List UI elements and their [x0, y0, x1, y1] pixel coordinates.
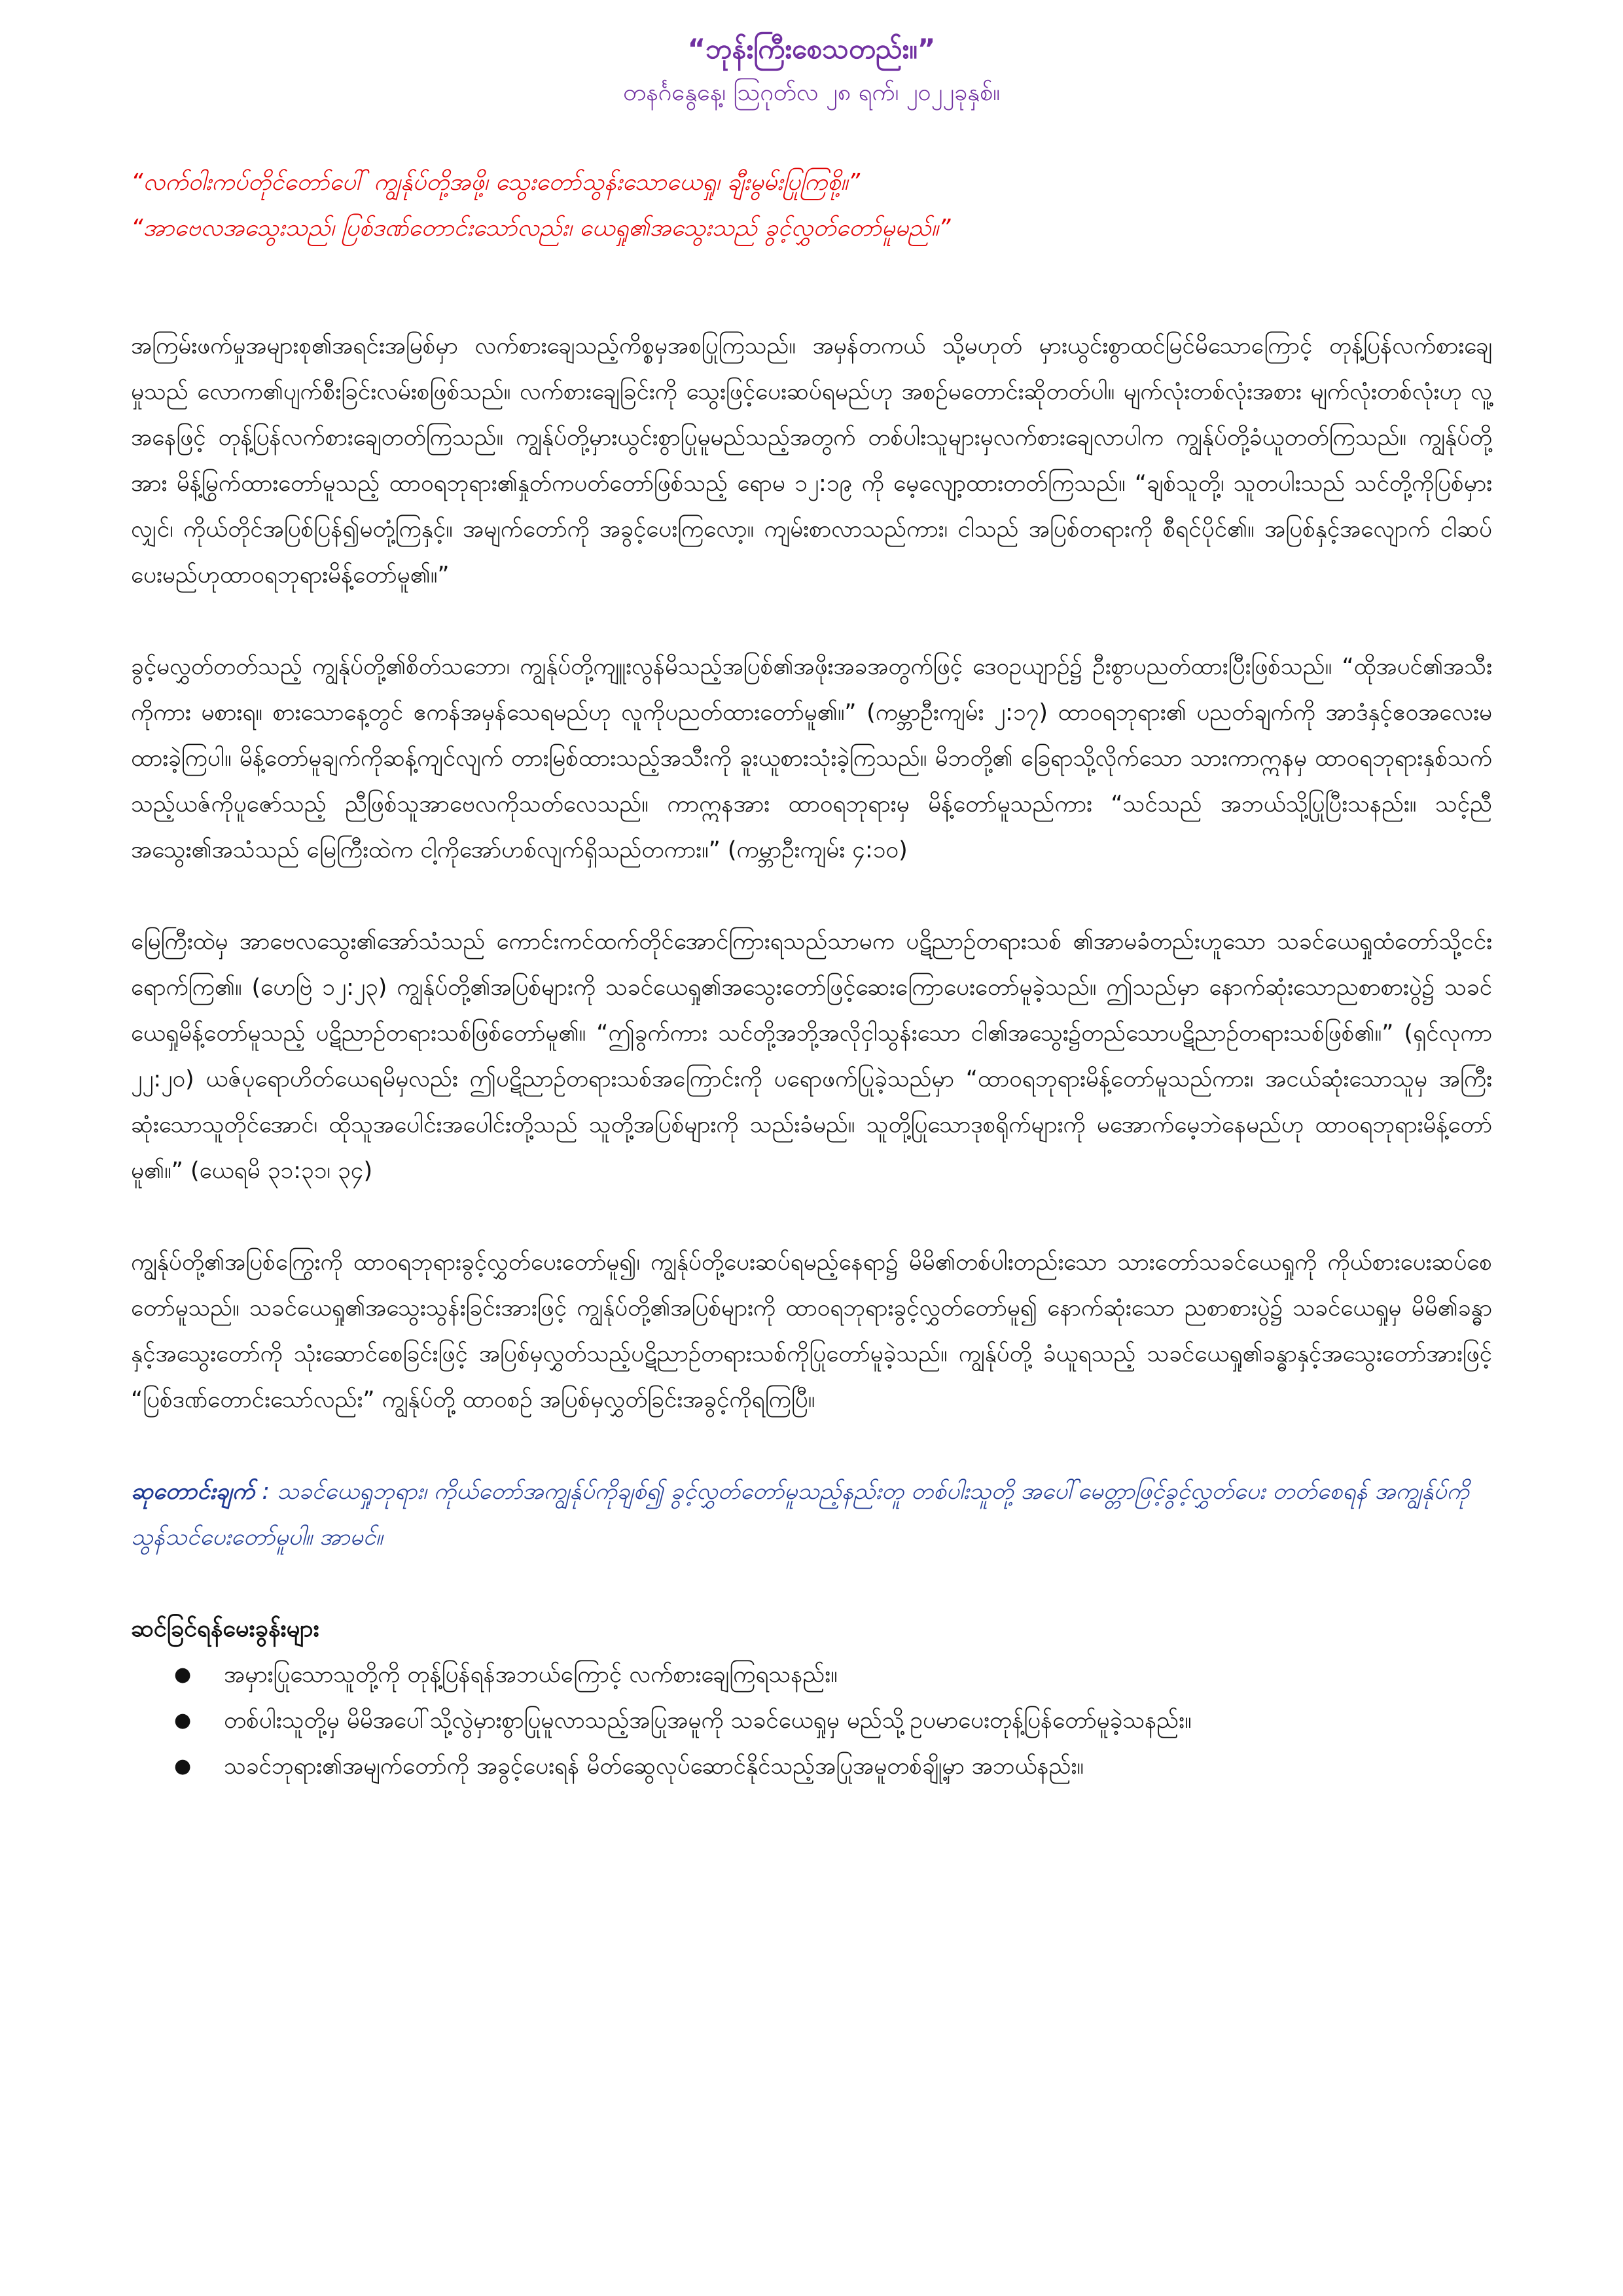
reflection-questions	[131, 1606, 1492, 1789]
bullet-icon: ●	[174, 1755, 192, 1778]
document-date: တနင်္ဂနွေနေ့၊ ဩဂုတ်လ ၂၈ ရက်၊ ၂၀၂၂ခုနှစ်။	[622, 79, 1001, 106]
question-item	[131, 1652, 1492, 1698]
body-paragraph-1: အကြမ်းဖက်မှုအများစု၏အရင်းအမြစ်မှာ လက်စားချေသည့်ကိစ္စမှအစပြုကြသည်။ အမှန်တကယ် သို့မဟုတ် မှားယွင်းစွာထင်မြင်မိသောကြောင့် တုန့်ပြန်လက်စားချေမှုသည် လောက၏ပျက်စီးခြင်းလမ်းစဖြစ်သည်။ လက်စားချေခြင်းကို သွေးဖြင့်ပေးဆပ်ရမည်ဟု အစဉ်မတောင်းဆိုတတ်ပါ။ မျက်လုံးတစ်လုံးအစား မျက်လုံးတစ်လုံးဟု လူ့အနေဖြင့် တုန့်ပြန်လက်စားချေတတ်ကြသည်။ ကျွန်ုပ်တို့မှားယွင်းစွာပြုမူမည်သည့်အတွက် တစ်ပါးသူများမှလက်စားချေလာပါက ကျွန်ုပ်တို့ခံယူတတ်ကြသည်။ ကျွန်ုပ်တို့အား မိန့်မြွက်ထားတော်မူသည့် ထာဝရဘုရား၏နှုတ်ကပတ်တော်ဖြစ်သည့် ရောမ ၁၂:၁၉ ကို မေ့လျော့ထားတတ်ကြသည်။ “ချစ်သူတို့၊ သူတပါးသည် သင်တို့ကိုပြစ်မှားလျှင်၊ ကိုယ်တိုင်အပြစ်ပြန်၍မတုံ့ကြနှင့်။ အမျက်တော်ကို အခွင့်ပေးကြလော့။ ကျမ်းစာလာသည်ကား၊ ငါသည် အပြစ်တရားကို စီရင်ပိုင်၏။ အပြစ်နှင့်အလျောက် ငါဆပ်ပေးမည်ဟုထာဝရဘုရားမိန့်တော်မူ၏။”	[131, 333, 1492, 588]
body-paragraph-2: ခွင့်မလွှတ်တတ်သည့် ကျွန်ုပ်တို့၏စိတ်သဘော၊ ကျွန်ုပ်တို့ကျူးလွန်မိသည့်အပြစ်၏အဖိုးအခအတွက်ဖြင့် ဒေဝဥယျာဉ်၌ ဦးစွာပညတ်ထားပြီးဖြစ်သည်။ “ထိုအပင်၏အသီးကိုကား မစားရ။ စားသောနေ့တွင် ဧကန်အမှန်သေရမည်ဟု လူကိုပညတ်ထားတော်မူ၏။” (ကမ္ဘာဦးကျမ်း ၂:၁၇) ထာဝရဘုရား၏ ပညတ်ချက်ကို အာဒံနှင့်ဧဝအလေးမထားခဲ့ကြပါ။ မိန့်တော်မူချက်ကိုဆန့်ကျင်လျက် တားမြစ်ထားသည့်အသီးကို ခူးယူစားသုံးခဲ့ကြသည်။ မိဘတို့၏ ခြေရာသို့လိုက်သော သားကာဣနမှ ထာဝရဘုရားနှစ်သက်သည့်ယဇ်ကိုပူဇော်သည့် ညီဖြစ်သူအာဗေလကိုသတ်လေသည်။ ကာဣနအား ထာဝရဘုရားမှ မိန့်တော်မူသည်ကား “သင်သည် အဘယ်သို့ပြုပြီးသနည်း။ သင့်ညီအသွေး၏အသံသည် မြေကြီးထဲက ငါ့ကိုအော်ဟစ်လျက်ရှိသည်တကား။” (ကမ္ဘာဦးကျမ်း ၄:၁၀)	[131, 654, 1492, 863]
question-text: အမှားပြုသောသူတို့ကို တုန့်ပြန်ရန်အဘယ်ကြောင့် လက်စားချေကြရသနည်း။	[224, 1662, 838, 1688]
prayer-block	[131, 1469, 1492, 1560]
question-item	[131, 1744, 1492, 1789]
question-item	[131, 1698, 1492, 1744]
hymn-verses	[131, 160, 1492, 251]
document-title: “ဘုန်းကြီးစေသတည်း။”	[687, 33, 936, 65]
hymn-verse-1: “လက်ဝါးကပ်တိုင်တော်ပေါ် ကျွန်ုပ်တို့အဖို့၊ သွေးတော်သွန်းသောယေရှု၊ ချီးမွမ်းပြုကြစို့။”	[131, 169, 861, 196]
hymn-verse-2: “အာဗေလအသွေးသည်၊ ပြစ်ဒဏ်တောင်းသော်လည်း၊ ယေရှု၏အသွေးသည် ခွင့်လွှတ်တော်မူမည်။”	[131, 215, 951, 242]
question-text: သခင်ဘုရား၏အမျက်တော်ကို အခွင့်ပေးရန် မိတ်ဆွေလုပ်ဆောင်နိုင်သည့်အပြုအမူတစ်ချို့မှာ အဘယ်နည်း။	[224, 1753, 1084, 1780]
prayer-text: : သခင်ယေရှုဘုရား၊ ကိုယ်တော်အကျွန်ုပ်ကိုချစ်၍ ခွင့်လွှတ်တော်မူသည့်နည်းတူ တစ်ပါးသူတို့ အပေါ်မေတ္တာဖြင့်ခွင့်လွှတ်ပေး တတ်စေရန် အကျွန်ုပ်ကိုသွန်သင်ပေးတော်မူပါ။ အာမင်။	[131, 1479, 1469, 1551]
body-paragraph-4: ကျွန်ုပ်တို့၏အပြစ်ကြွေးကို ထာဝရဘုရားခွင့်လွှတ်ပေးတော်မူ၍၊ ကျွန်ုပ်တို့ပေးဆပ်ရမည့်နေရာ၌ မိမိ၏တစ်ပါးတည်းသော သားတော်သခင်ယေရှုကို ကိုယ်စားပေးဆပ်စေတော်မူသည်။ သခင်ယေရှု၏အသွေးသွန်းခြင်းအားဖြင့် ကျွန်ုပ်တို့၏အပြစ်များကို ထာဝရဘုရားခွင့်လွှတ်တော်မူ၍ နောက်ဆုံးသော ညစာစားပွဲ၌ သခင်ယေရှုမှ မိမိ၏ခန္ဓာနှင့်အသွေးတော်ကို သုံးဆောင်စေခြင်းဖြင့် အပြစ်မှလွှတ်သည့်ပဋိညာဉ်တရားသစ်ကိုပြုတော်မူခဲ့သည်။ ကျွန်ုပ်တို့ ခံယူရသည့် သခင်ယေရှု၏ခန္ဓာနှင့်အသွေးတော်အားဖြင့် “ပြစ်ဒဏ်တောင်းသော်လည်း” ကျွန်ုပ်တို့ ထာဝစဉ် အပြစ်မှလွှတ်ခြင်းအခွင့်ကိုရကြပြီ။	[131, 1249, 1492, 1413]
prayer-label: ဆုတောင်းချက်	[131, 1479, 255, 1505]
bullet-icon: ●	[174, 1663, 192, 1686]
question-text: တစ်ပါးသူတို့မှ မိမိအပေါ်သို့လွဲမှားစွာပြုမူလာသည့်အပြုအမူကို သခင်ယေရှုမှ မည်သို့ဥပမာပေးတုန့်ပြန်တော်မူခဲ့သနည်း။	[224, 1708, 1192, 1734]
questions-list	[131, 1652, 1492, 1789]
body-paragraph-3: မြေကြီးထဲမှ အာဗေလသွေး၏အော်သံသည် ကောင်းကင်ထက်တိုင်အောင်ကြားရသည်သာမက ပဋိညာဉ်တရားသစ် ၏အာမခံတည်းဟူသော သခင်ယေရှုထံတော်သို့ငင်း ရောက်ကြ၏။ (ဟေဗြဲ ၁၂:၂၃) ကျွန်ုပ်တို့၏အပြစ်များကို သခင်ယေရှု၏အသွေးတော်ဖြင့်ဆေးကြောပေးတော်မူခဲ့သည်။ ဤသည်မှာ နောက်ဆုံးသောညစာစားပွဲ၌ သခင်ယေရှုမိန့်တော်မူသည့် ပဋိညာဉ်တရားသစ်ဖြစ်တော်မူ၏။ “ဤခွက်ကား သင်တို့အဘို့အလိုငှါသွန်းသော ငါ၏အသွေး၌တည်သောပဋိညာဉ်တရားသစ်ဖြစ်၏။” (ရှင်လုကာ ၂၂:၂၀) ယဇ်ပုရောဟိတ်ယေရမိမှလည်း ဤပဋိညာဉ်တရားသစ်အကြောင်းကို ပရောဖက်ပြုခဲ့သည်မှာ “ထာဝရဘုရားမိန့်တော်မူသည်ကား၊ အငယ်ဆုံးသောသူမှ အကြီးဆုံးသောသူတိုင်အောင်၊ ထိုသူအပေါင်းအပေါင်းတို့သည် သူတို့အပြစ်များကို သည်းခံမည်။ သူတို့ပြုသောဒုစရိုက်များကို မအောက်မေ့ဘဲနေမည်ဟု ထာဝရဘုရားမိန့်တော်မူ၏။” (ယေရမိ ၃၁:၃၁၊ ၃၄)	[131, 929, 1492, 1184]
bullet-icon: ●	[174, 1709, 192, 1732]
questions-heading: ဆင်ခြင်ရန်မေးခွန်းများ	[131, 1615, 319, 1642]
